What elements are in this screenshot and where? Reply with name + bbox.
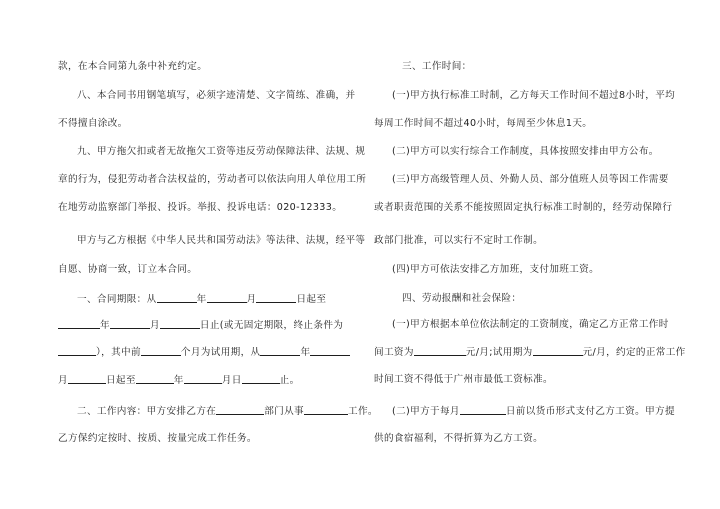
probation-line [58, 345, 350, 359]
probation-label: ），其中前 [96, 347, 141, 358]
job-blank[interactable] [304, 404, 348, 415]
probation-start-month-blank[interactable] [310, 345, 350, 356]
payday-line [392, 404, 675, 418]
clause-3-3-line-1: (三)甲方高级管理人员、外勤人员、部分值班人员等因工作需要 [392, 174, 669, 185]
department-blank[interactable] [216, 404, 264, 415]
month-label: 月 [58, 375, 68, 386]
wage-label: 间工资为 [374, 347, 414, 358]
contract-term-label: 一、合同期限：从 [77, 294, 157, 305]
clause-3-1-line-1: (一)甲方执行标准工时制，乙方每天工作时间不超过8小时，平均 [392, 90, 676, 101]
end-day-blank[interactable] [160, 318, 200, 329]
day-until-label: 日起至 [105, 375, 136, 386]
end-month-blank[interactable] [110, 318, 150, 329]
start-day-blank[interactable] [256, 292, 296, 303]
year-label: 年 [173, 375, 184, 386]
work-label: 工作。 [348, 406, 378, 417]
text-line: 款，在本合同第九条中补充约定。 [58, 61, 208, 72]
year-label: 年 [100, 320, 110, 331]
probation-from-label: 个月为试用期，从 [180, 347, 261, 358]
dept-engage-label: 部门从事 [264, 406, 304, 417]
end-condition-label: 日止(或无固定期限，终止条件为 [199, 320, 344, 331]
wage-line [374, 345, 686, 359]
normal-work-label: 元/月，约定的正常工作 [582, 347, 686, 358]
clause-4-1-line-1: (一)甲方根据本单位依法制定的工资制度，确定乙方正常工作时 [392, 319, 669, 330]
monthly-wage-blank[interactable] [414, 345, 466, 356]
clause-3-3-line-3: 政部门批准，可以实行不定时工作制。 [374, 235, 544, 246]
clause-9-line-2: 章的行为，侵犯劳动者合法权益的，劳动者可以依法向用人单位用工所 [58, 174, 367, 185]
clause-3-1-line-2: 每周工作时间不超过40小时，每周至少休息1天。 [374, 118, 593, 129]
clause-3-3-line-2: 或者职责范围的关系不能按照固定执行标准工时制的，经劳动保障行 [374, 202, 673, 213]
month-day-label: 月日 [221, 375, 242, 386]
clause-8-line-1: 八、本合同书用钢笔填写，必须字迹清楚、文字简练、准确，并 [77, 90, 356, 101]
probation-wage-blank[interactable] [533, 345, 583, 356]
termination-condition-blank[interactable] [58, 345, 96, 356]
probation-end-month-blank[interactable] [184, 373, 222, 384]
section-4-heading: 四、劳动报酬和社会保险： [402, 293, 522, 304]
clause-8-line-2: 不得擅自涂改。 [58, 118, 128, 129]
start-month-blank[interactable] [207, 292, 247, 303]
clause-3-4: (四)甲方可依法安排乙方加班，支付加班工资。 [392, 264, 600, 275]
work-content-line [77, 404, 378, 418]
probation-end-day-blank[interactable] [242, 373, 280, 384]
preamble-line-2: 自愿、协商一致，订立本合同。 [58, 264, 198, 275]
preamble-line-1: 甲方与乙方根据《中华人民共和国劳动法》等法律、法规，经平等 [77, 235, 366, 246]
contract-end-line [58, 318, 343, 332]
end-year-blank[interactable] [58, 318, 100, 329]
probation-months-blank[interactable] [141, 345, 181, 356]
work-content-label: 二、工作内容：甲方安排乙方在 [77, 406, 217, 417]
payment-method-label: 日前以货币形式支付乙方工资。甲方提 [505, 406, 675, 417]
year-label: 年 [196, 294, 207, 305]
contract-term-line [77, 292, 326, 306]
clause-3-2: (二)甲方可以实行综合工作制度，具体按照安排由甲方公布。 [392, 146, 659, 157]
probation-end-year-blank[interactable] [136, 373, 174, 384]
day-until-label: 日起至 [296, 294, 327, 305]
probation-end-line [58, 373, 300, 387]
year-label: 年 [300, 347, 311, 358]
clause-4-2-line-2: 供的食宿福利，不得折算为乙方工资。 [374, 433, 544, 444]
month-label: 月 [149, 320, 160, 331]
clause-4-1-line-3: 时间工资不得低于广州市最低工资标准。 [374, 374, 553, 385]
month-label: 月 [246, 294, 257, 305]
probation-start-day-blank[interactable] [68, 373, 106, 384]
probation-wage-label: 元/月;试用期为 [465, 347, 533, 358]
work-content-line-2: 乙方保约定按时、按质、按量完成工作任务。 [58, 433, 257, 444]
end-label: 止。 [279, 375, 300, 386]
section-3-heading: 三、工作时间： [402, 61, 472, 72]
payday-label: (二)甲方于每月 [392, 406, 460, 417]
start-year-blank[interactable] [157, 292, 197, 303]
clause-9-line-3: 在地劳动监察部门举报、投诉。举报、投诉电话：020-12333。 [58, 202, 343, 213]
payday-blank[interactable] [460, 404, 506, 415]
clause-9-line-1: 九、甲方拖欠扣或者无故拖欠工资等违反劳动保障法律、法规、规 [77, 146, 366, 157]
probation-start-year-blank[interactable] [260, 345, 300, 356]
